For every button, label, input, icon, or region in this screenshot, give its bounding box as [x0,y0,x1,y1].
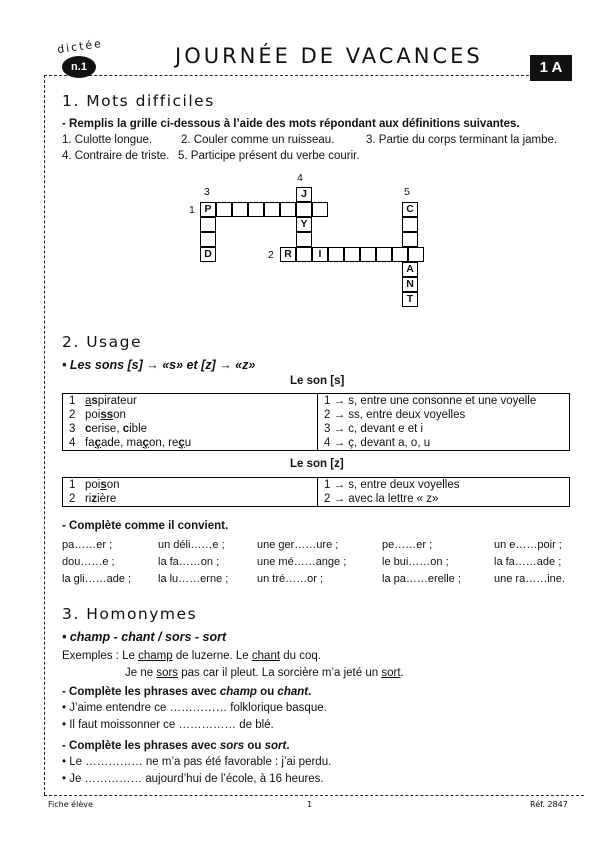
crossword-cell[interactable] [360,247,376,262]
table-s-examples: 1 aspirateur 2 poisson 3 cerise, cible 4 façade, maçon, reçu [63,394,318,451]
crossword-number-1: 1 [189,204,195,216]
crossword-cell[interactable] [200,232,216,247]
section-title-usage: 2. Usage [62,333,143,351]
fill-in-item[interactable]: le bui……on ; [382,556,449,568]
section-title-homonymes: 3. Homonymes [62,605,198,623]
crossword-cell[interactable] [264,202,280,217]
frame-left-border [44,75,45,795]
sentence-sort-1[interactable]: • Le …………… ne m’a pas été favorable : j’ai perdu. [62,756,332,768]
instruction-champ-chant: - Complète les phrases avec champ ou chant. [62,686,312,698]
reference: Réf. 2847 [530,800,568,809]
crossword-cell[interactable] [376,247,392,262]
page-number: 1 [307,800,313,809]
definition-3: 3. Partie du corps terminant la jambe. [366,134,558,146]
fill-in-item[interactable]: dou……e ; [62,556,115,568]
crossword-cell[interactable] [344,247,360,262]
crossword-cell[interactable]: I [312,247,328,262]
crossword-cell[interactable] [296,247,312,262]
crossword-cell[interactable]: T [402,292,418,307]
fill-in-item[interactable]: la lu……erne ; [158,573,229,585]
instruction-sors-sort: - Complète les phrases avec sors ou sort. [62,740,290,752]
footer-label: Fiche élève [48,800,93,809]
table-son-s [62,393,570,451]
crossword-number-5: 5 [404,186,410,198]
level-badge: 1 A [530,55,572,81]
crossword-cell[interactable] [312,202,328,217]
crossword-number-3: 3 [204,186,210,198]
crossword-cell[interactable]: Y [296,217,312,232]
frame-bottom-border [44,795,584,796]
fill-in-item[interactable]: un e……poir ; [494,539,562,551]
crossword-number-4: 4 [297,172,303,184]
table-s-rules [318,394,570,451]
crossword-cell[interactable] [392,247,408,262]
rule-z-2: 2 → avec la lettre « z» [324,493,439,505]
crossword-cell[interactable]: J [296,187,312,202]
crossword-cell[interactable] [402,232,418,247]
sentence-sort-2[interactable]: • Je …………… aujourd’hui de l’école, à 16 heures. [62,773,324,785]
crossword-cell[interactable] [328,247,344,262]
crossword-cell[interactable] [232,202,248,217]
crossword-cell[interactable]: N [402,277,418,292]
fill-in-item[interactable]: la fa……on ; [158,556,220,568]
definition-1: 1. Culotte longue. [62,134,153,146]
fill-in-item[interactable]: pa……er ; [62,539,113,551]
crossword-cell[interactable]: P [200,202,216,217]
crossword-cell[interactable] [408,247,424,262]
rule-s-4: 4 → ç, devant a, o, u [324,437,431,449]
crossword-cell[interactable]: D [200,247,216,262]
examples-line-1: Exemples : Le champ de luzerne. Le chant du coq. [62,650,321,662]
rule-s-1: 1 → s, entre une consonne et une voyelle [324,395,537,407]
frame-top-border [44,75,529,76]
fill-in-item[interactable]: une ger……ure ; [257,539,339,551]
table-son-z [62,477,570,507]
definition-5: 5. Participe présent du verbe courir. [178,150,360,162]
crossword-cell[interactable] [402,217,418,232]
section-title-mots-difficiles: 1. Mots difficiles [62,92,215,110]
rule-s-3: 3 → c, devant e et i [324,423,424,435]
crossword-cell[interactable] [296,202,312,217]
table-z-rules [318,478,570,507]
badge-word: dictée [56,36,104,57]
fill-in-item[interactable]: un tré……or ; [257,573,324,585]
badge-number: n.1 [62,56,96,78]
crossword-cell[interactable] [248,202,264,217]
fill-in-item[interactable]: la fa……ade ; [494,556,562,568]
table-z-examples: 1 poison 2 rizière [63,478,318,507]
crossword-number-2: 2 [268,249,274,261]
crossword-cell[interactable]: R [280,247,296,262]
crossword-cell[interactable]: A [402,262,418,277]
page-title: JOURNÉE DE VACANCES [175,44,483,68]
table-z-caption: Le son [z] [290,458,344,470]
fill-instruction: - Complète comme il convient. [62,520,229,532]
examples-line-2: Je ne sors pas car il pleut. La sorcière m’a jeté un sort. [125,667,404,679]
fill-in-item[interactable]: la gli……ade ; [62,573,132,585]
table-s-caption: Le son [s] [290,375,345,387]
crossword-cell[interactable] [200,217,216,232]
fill-in-item[interactable]: un déli……e ; [158,539,225,551]
sentence-champ-2[interactable]: • Il faut moissonner ce …………… de blé. [62,719,274,731]
fill-in-item[interactable]: la pa……erelle ; [382,573,461,585]
crossword-cell[interactable] [296,232,312,247]
crossword-cell[interactable] [280,202,296,217]
sentence-champ-1[interactable]: • J’aime entendre ce …………… folklorique basque. [62,702,327,714]
fill-in-item[interactable]: une mé……ange ; [257,556,347,568]
homonyms-heading: • champ - chant / sors - sort [62,630,227,644]
crossword-cell[interactable]: C [402,202,418,217]
definition-4: 4. Contraire de triste. [62,150,170,162]
sounds-heading: • Les sons [s] → «s» et [z] → «z» [62,358,256,372]
fill-in-item[interactable]: une ra……ine. [494,573,565,585]
fill-in-item[interactable]: pe……er ; [382,539,433,551]
crossword-cell[interactable] [216,202,232,217]
rule-z-1: 1 → s, entre deux voyelles [324,479,460,491]
definition-2: 2. Couler comme un ruisseau. [181,134,335,146]
crossword-instruction: - Remplis la grille ci-dessous à l’aide des mots répondant aux définitions suivantes. [62,118,520,130]
rule-s-2: 2 → ss, entre deux voyelles [324,409,466,421]
